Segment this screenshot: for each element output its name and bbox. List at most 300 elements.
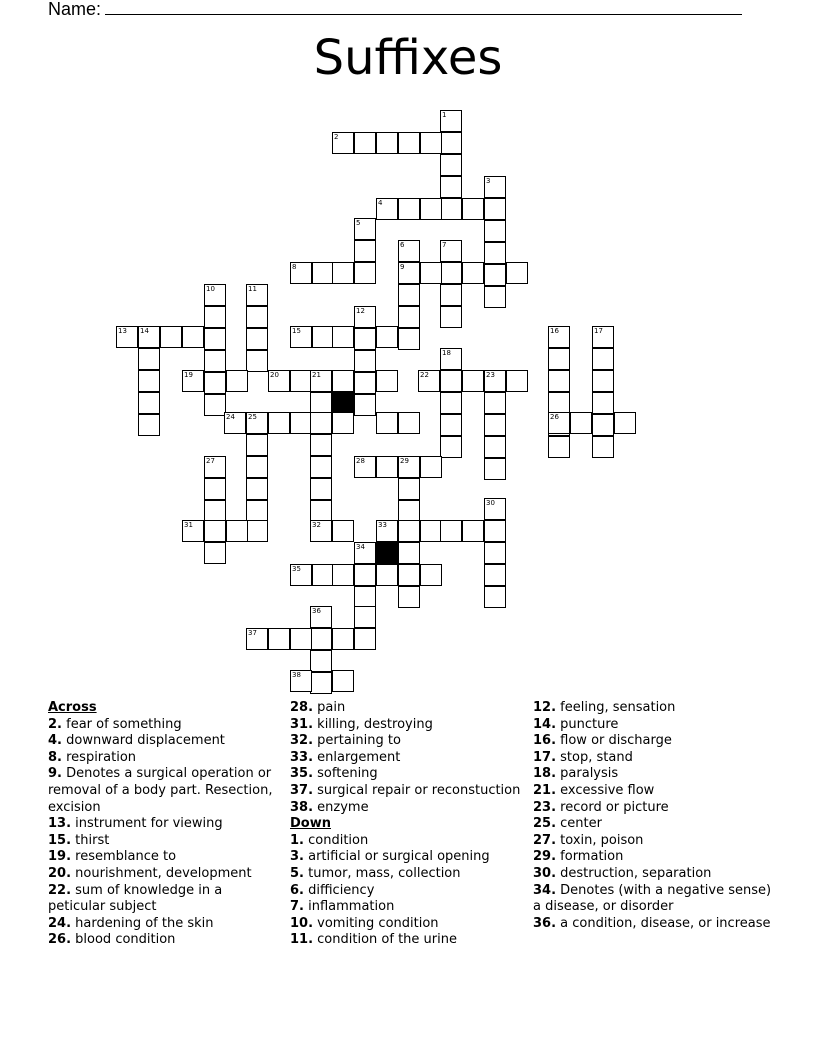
clue-item [290,717,525,734]
grid-cell[interactable] [204,500,226,522]
grid-cell[interactable] [398,586,420,608]
grid-cell[interactable] [204,520,226,542]
grid-cell[interactable] [484,392,506,414]
clue-text: fear of something [61,716,182,732]
clue-number: 24. [48,915,72,931]
grid-cell[interactable] [310,392,332,414]
grid-cell[interactable] [420,520,442,542]
clue-item [48,866,280,883]
grid-cell[interactable] [376,412,398,434]
cell-number: 7 [442,241,447,249]
grid-cell[interactable] [138,326,160,348]
grid-cell[interactable] [246,500,268,522]
grid-cell[interactable] [398,240,420,262]
clue-number: 35. [290,766,314,782]
clue-item [290,866,525,883]
clue-number: 3. [290,849,304,865]
grid-cell[interactable] [376,456,398,478]
clue-item [290,700,525,717]
grid-cell[interactable] [182,326,204,348]
grid-cell[interactable] [440,414,462,436]
grid-cell[interactable] [160,326,182,348]
grid-cell[interactable] [312,262,334,284]
grid-cell[interactable] [182,520,204,542]
grid-cell[interactable] [440,284,462,306]
grid-cell[interactable] [484,586,506,608]
grid-cell[interactable] [376,132,398,154]
grid-cell[interactable] [354,542,376,564]
grid-cell[interactable] [310,520,332,542]
grid-cell[interactable] [548,436,570,458]
grid-cell[interactable] [290,326,312,348]
grid-cell[interactable] [398,328,420,350]
clue-number: 7. [290,899,304,915]
cell-number: 5 [356,219,361,227]
grid-cell[interactable] [592,436,614,458]
grid-cell[interactable] [182,370,204,392]
clue-text: record or picture [556,799,669,815]
clue-text: destruction, separation [556,865,712,881]
cell-number: 12 [356,307,365,315]
grid-cell[interactable] [440,306,462,328]
clue-text: pain [313,700,346,715]
grid-cell[interactable] [268,370,290,392]
name-label: Name: [48,0,102,19]
grid-cell[interactable] [226,370,248,392]
clue-number: 30. [533,865,557,881]
clue-item [533,816,773,833]
grid-cell[interactable] [376,370,398,392]
grid-cell[interactable] [290,628,312,650]
grid-cell[interactable] [398,520,420,542]
clue-item [290,849,525,866]
clue-item [48,816,280,833]
clue-number: 6. [290,882,304,898]
clue-item [533,717,773,734]
grid-cell[interactable] [290,412,312,434]
grid-cell[interactable] [398,478,420,500]
clue-section-heading: Across [48,700,97,715]
clue-number: 22. [48,882,72,898]
clue-number: 13. [48,816,72,832]
clue-text: condition [303,832,369,848]
clue-text: nourishment, development [71,865,252,881]
grid-cell[interactable] [332,412,354,434]
clue-number: 29. [533,849,557,865]
grid-cell[interactable] [116,326,138,348]
clue-item [533,733,773,750]
grid-cell[interactable] [204,372,226,394]
grid-cell[interactable] [290,564,312,586]
clue-number: 33. [290,749,314,765]
grid-cell[interactable] [204,394,226,416]
grid-cell[interactable] [332,520,354,542]
grid-cell[interactable] [484,286,506,308]
grid-cell[interactable] [376,326,398,348]
clue-text: stop, stand [556,749,633,765]
grid-cell[interactable] [484,264,506,286]
grid-cell[interactable] [354,328,376,350]
grid-cell[interactable] [354,350,376,372]
cell-number: 33 [378,521,387,529]
grid-cell[interactable] [310,672,332,694]
clue-number: 2. [48,716,62,732]
grid-cell[interactable] [592,414,614,436]
clue-item [533,783,773,800]
grid-cell[interactable] [246,520,268,542]
grid-cell[interactable] [614,412,636,434]
grid-cell[interactable] [462,262,484,284]
grid-cell[interactable] [310,434,332,456]
cell-number: 36 [312,607,321,615]
grid-cell[interactable] [484,458,506,480]
clue-number: 4. [48,733,62,749]
grid-cell[interactable] [246,456,268,478]
cell-number: 11 [248,285,257,293]
clue-item [533,766,773,783]
cell-number: 32 [312,521,321,529]
grid-cell[interactable] [420,132,442,154]
clue-number: 12. [533,700,557,715]
clue-text: center [556,816,602,832]
clue-text: sum of knowledge in a peticular subject [48,882,223,915]
grid-cell[interactable] [204,306,226,328]
grid-cell[interactable] [440,198,462,220]
clue-item [48,833,280,850]
clue-item [48,750,280,767]
grid-cell[interactable] [398,564,420,586]
grid-cell[interactable] [548,370,570,392]
grid-cell[interactable] [310,370,332,392]
clue-text: Denotes (with a negative sense) a disease, or disorder [533,882,772,915]
grid-cell[interactable] [420,456,442,478]
grid-cell[interactable] [312,326,334,348]
grid-cell[interactable] [440,520,462,542]
grid-cell[interactable] [138,392,160,414]
grid-cell[interactable] [354,456,376,478]
grid-cell[interactable] [440,262,462,284]
grid-cell[interactable] [398,456,420,478]
grid-cell[interactable] [204,478,226,500]
clue-number: 1. [290,832,304,848]
clue-item [290,932,525,949]
clue-number: 16. [533,733,557,749]
grid-cell[interactable] [268,412,290,434]
clue-item [533,800,773,817]
grid-cell[interactable] [440,154,462,176]
clue-text: softening [313,766,378,782]
grid-cell[interactable] [354,394,376,416]
grid-cell[interactable] [440,132,462,154]
grid-cell[interactable] [310,500,332,522]
grid-cell[interactable] [420,564,442,586]
clue-item [533,750,773,767]
grid-cell[interactable] [332,262,354,284]
grid-cell[interactable] [484,198,506,220]
grid-cell[interactable] [592,370,614,392]
cell-number: 9 [400,263,405,271]
clue-item [48,883,280,916]
grid-cell[interactable] [440,392,462,414]
clue-text: thirst [71,832,110,848]
clue-item [48,733,280,750]
grid-cell[interactable] [246,328,268,350]
grid-cell[interactable] [592,326,614,348]
grid-cell[interactable] [462,198,484,220]
grid-cell[interactable] [310,628,332,650]
grid-cell[interactable] [310,412,332,434]
grid-cell[interactable] [420,198,442,220]
grid-cell[interactable] [246,350,268,372]
cell-number: 22 [420,371,429,379]
cell-number: 29 [400,457,409,465]
cell-number: 6 [400,241,405,249]
clue-text: hardening of the skin [71,915,214,931]
grid-cell[interactable] [506,262,528,284]
grid-cell[interactable] [138,370,160,392]
grid-cell[interactable] [204,542,226,564]
grid-cell[interactable] [226,520,248,542]
grid-cell[interactable] [484,176,506,198]
clue-text: enlargement [313,749,401,765]
cell-number: 34 [356,543,365,551]
clue-item [533,866,773,883]
grid-cell[interactable] [548,412,570,434]
grid-cell[interactable] [310,650,332,672]
clue-text: downward displacement [61,733,225,749]
cell-number: 27 [206,457,215,465]
clue-number: 10. [290,915,314,931]
grid-cell[interactable] [484,498,506,520]
grid-cell[interactable] [246,478,268,500]
clue-text: instrument for viewing [71,816,223,832]
grid-cell[interactable] [592,392,614,414]
grid-cell[interactable] [224,412,246,434]
grid-cell[interactable] [376,520,398,542]
grid-cell[interactable] [204,456,226,478]
grid-cell[interactable] [484,370,506,392]
clue-number: 15. [48,832,72,848]
clue-number: 17. [533,749,557,765]
grid-cell[interactable] [548,348,570,370]
grid-cell[interactable] [484,414,506,436]
clue-item [290,899,525,916]
grid-cell[interactable] [440,176,462,198]
clue-item [290,766,525,783]
grid-cell[interactable] [440,240,462,262]
clue-text: feeling, sensation [556,700,676,715]
grid-cell[interactable] [204,328,226,350]
grid-cell[interactable] [332,326,354,348]
grid-cell[interactable] [398,412,420,434]
grid-cell[interactable] [246,434,268,456]
black-cell [376,542,398,564]
clue-section-heading: Down [290,816,331,832]
clue-text: killing, destroying [313,716,433,732]
page-title: Suffixes [313,30,503,86]
clue-text: artificial or surgical opening [303,849,490,865]
clue-number: 31. [290,716,314,732]
clue-number: 11. [290,932,314,948]
clue-number: 25. [533,816,557,832]
clue-text: vomiting condition [313,915,439,931]
clue-item [533,849,773,866]
clue-item [290,883,525,900]
grid-cell[interactable] [354,628,376,650]
clue-number: 21. [533,782,557,798]
cell-number: 1 [442,111,447,119]
grid-cell[interactable] [138,414,160,436]
clue-text: inflammation [303,899,395,915]
clue-number: 14. [533,716,557,732]
grid-cell[interactable] [332,670,354,692]
grid-cell[interactable] [484,520,506,542]
clue-text: respiration [61,749,137,765]
clue-number: 34. [533,882,557,898]
cell-number: 26 [550,413,559,421]
clue-item [48,849,280,866]
clue-number: 27. [533,832,557,848]
grid-cell[interactable] [398,198,420,220]
grid-cell[interactable] [398,542,420,564]
clue-number: 8. [48,749,62,765]
clue-number: 37. [290,782,314,798]
grid-cell[interactable] [506,370,528,392]
cell-number: 25 [248,413,257,421]
grid-cell[interactable] [440,110,462,132]
clue-column [533,700,773,932]
grid-cell[interactable] [484,242,506,264]
cell-number: 16 [550,327,559,335]
clue-item [290,800,525,817]
grid-cell[interactable] [310,456,332,478]
clue-number: 18. [533,766,557,782]
grid-cell[interactable] [548,392,570,414]
grid-cell[interactable] [462,370,484,392]
grid-cell[interactable] [290,262,312,284]
grid-cell[interactable] [440,370,462,392]
grid-cell[interactable] [418,370,440,392]
grid-cell[interactable] [398,284,420,306]
clue-item [290,833,525,850]
clue-item [48,916,280,933]
cell-number: 8 [292,263,297,271]
grid-cell[interactable] [484,542,506,564]
grid-cell[interactable] [398,306,420,328]
grid-cell[interactable] [376,564,398,586]
grid-cell[interactable] [246,628,268,650]
clue-number: 38. [290,799,314,815]
clue-text: flow or discharge [556,733,672,749]
cell-number: 13 [118,327,127,335]
clue-text: excessive flow [556,782,655,798]
grid-cell[interactable] [290,370,312,392]
grid-cell[interactable] [484,220,506,242]
cell-number: 30 [486,499,495,507]
clue-text: a condition, disease, or increase [556,915,771,931]
grid-cell[interactable] [246,284,268,306]
cell-number: 3 [486,177,491,185]
clue-number: 19. [48,849,72,865]
clue-text: puncture [556,716,619,732]
grid-cell[interactable] [332,132,354,154]
clue-item [48,766,280,816]
grid-cell[interactable] [204,350,226,372]
grid-cell[interactable] [462,520,484,542]
grid-cell[interactable] [138,348,160,370]
grid-cell[interactable] [204,284,226,306]
grid-cell[interactable] [398,132,420,154]
clue-text: tumor, mass, collection [303,865,461,881]
grid-cell[interactable] [332,564,354,586]
grid-cell[interactable] [310,606,332,628]
cell-number: 31 [184,521,193,529]
grid-cell[interactable] [354,132,376,154]
grid-cell[interactable] [268,628,290,650]
grid-cell[interactable] [376,198,398,220]
grid-cell[interactable] [354,586,376,608]
grid-cell[interactable] [398,262,420,284]
grid-cell[interactable] [548,326,570,348]
grid-cell[interactable] [332,370,354,392]
grid-cell[interactable] [246,306,268,328]
grid-cell[interactable] [398,500,420,522]
grid-cell[interactable] [354,372,376,394]
clue-number: 32. [290,733,314,749]
cell-number: 15 [292,327,301,335]
cell-number: 18 [442,349,451,357]
grid-cell[interactable] [310,478,332,500]
cell-number: 14 [140,327,149,335]
cell-number: 19 [184,371,193,379]
grid-cell[interactable] [354,564,376,586]
grid-cell[interactable] [570,412,592,434]
clue-text: resemblance to [71,849,177,865]
clue-number: 9. [48,766,62,782]
clue-number: 5. [290,865,304,881]
grid-cell[interactable] [246,412,268,434]
grid-cell[interactable] [440,436,462,458]
grid-cell[interactable] [354,262,376,284]
clue-text: condition of the urine [313,932,457,948]
cell-number: 37 [248,629,257,637]
cell-number: 35 [292,565,301,573]
clue-item [48,932,280,949]
clue-number: 26. [48,932,72,948]
grid-cell[interactable] [440,348,462,370]
clue-number: 23. [533,799,557,815]
black-cell [332,392,354,414]
clue-number: 36. [533,915,557,931]
cell-number: 2 [334,133,339,141]
grid-cell[interactable] [420,262,442,284]
clue-item [290,750,525,767]
grid-cell[interactable] [332,628,354,650]
clue-text: enzyme [313,799,369,815]
clue-item [290,916,525,933]
grid-cell[interactable] [484,564,506,586]
grid-cell[interactable] [592,348,614,370]
grid-cell[interactable] [354,240,376,262]
grid-cell[interactable] [484,436,506,458]
grid-cell[interactable] [354,606,376,628]
grid-cell[interactable] [354,218,376,240]
cell-number: 10 [206,285,215,293]
grid-cell[interactable] [312,564,334,586]
grid-cell[interactable] [290,670,312,692]
grid-cell[interactable] [354,306,376,328]
clue-text: paralysis [556,766,619,782]
